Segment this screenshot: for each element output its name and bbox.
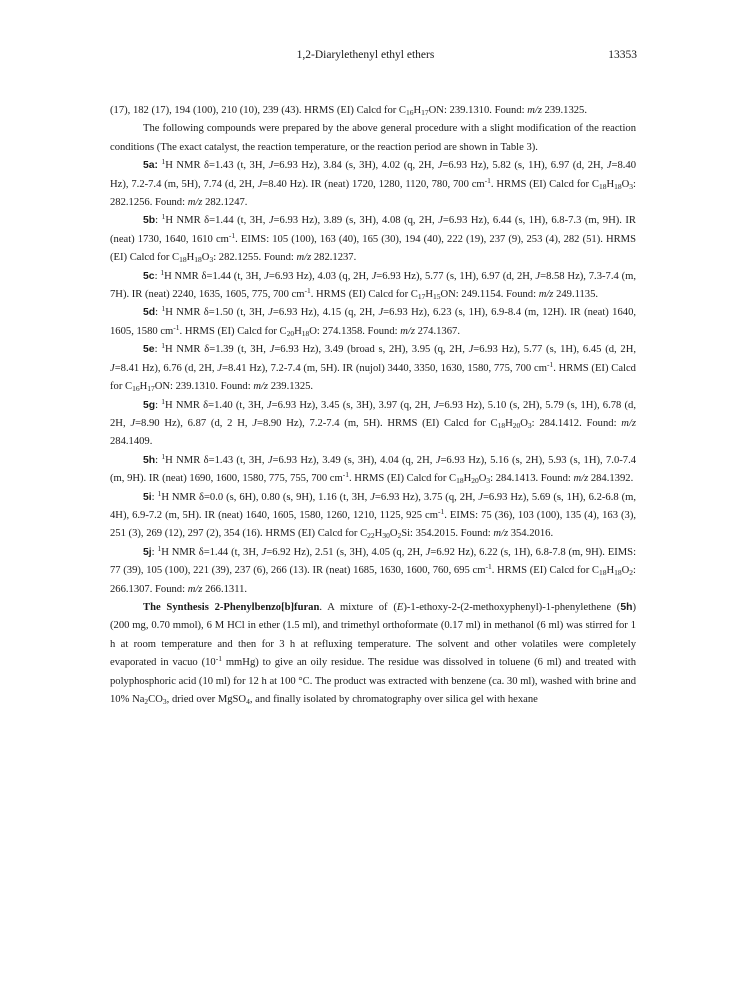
compound-label: 5c [143, 270, 155, 282]
compound-label: 5j [143, 546, 152, 558]
compound-5d-data: 5d: $^1$H NMR δ=1.50 (t, 3H, J=6.93 Hz), 4.15 (q, 2H, J=6.93 Hz), 6.23 (s, 1H), 6.9-8.4 (m, 12H). IR (neat) 1640, 1605, 1580 $cm^{-1}$. HRMS (EI) Calcd for $C_{20}H_{18}O$: 274.1358. Found: m/z 274.1367. [110, 304, 637, 338]
compound-label: 5e [143, 344, 155, 356]
compound-label: 5g [143, 399, 156, 411]
article-body [110, 102, 636, 709]
compound-5j-data: 5j: $^1$H NMR δ=1.44 (t, 3H, J=6.92 Hz), 2.51 (s, 3H), 4.05 (q, 2H, J=6.92 Hz), 6.22 (s, 1H), 6.8-7.8 (m, 9H). EIMS: 77 (39), 105 (100), 221 (39), 237 (6), 266 (13). IR (neat) 1685, 1630, 1600, 760, 695 $cm^{-1}$. HRMS (EI) Calcd for $C_{18}H_{18}O_2$: 266.1307. Found: m/z 266.1311. [110, 543, 637, 595]
compound-label: 5d [143, 307, 156, 319]
page-number: 13353 [608, 49, 637, 61]
synthesis-heading: The Synthesis 2-Phenylbenzo[b]furan [143, 601, 320, 613]
compound-5h-data: 5h: $^1$H NMR δ=1.43 (t, 3H, J=6.93 Hz), 3.49 (s, 3H), 4.04 (q, 2H, J=6.93 Hz), 5.16 (s, 2H), 5.93 (s, 1H), 7.0-7.4 (m, 9H). IR (neat) 1690, 1600, 1580, 775, 755, 700 $cm^{-1}$. HRMS (EI) Calcd for $C_{18}H_{20}O_3$: 284.1413. Found: m/z 284.1392. [110, 451, 637, 486]
compound-5e-data: 5e: $^1$H NMR δ=1.39 (t, 3H, J=6.93 Hz), 3.49 (broad s, 2H), 3.95 (q, 2H, J=6.93 Hz), 5.77 (s, 1H), 6.45 (d, 2H, J=8.41 Hz), 6.76 (d, 2H, J=8.41 Hz), 7.2-7.4 (m, 5H). IR (nujol) 3440, 3350, 1630, 1580, 775, 700 $cm^{-1}$. HRMS (EI) Calcd for $C_{16}H_{17}ON$: 239.1310. Found: m/z 239.1325. [110, 341, 636, 394]
compound-5b-data: 5b: $^1$H NMR δ=1.44 (t, 3H, J=6.93 Hz), 3.89 (s, 3H), 4.08 (q, 2H, J=6.93 Hz), 6.44 (s, 1H), 6.8-7.3 (m, 9H). IR (neat) 1730, 1640, 1610 $cm^{-1}$. EIMS: 105 (100), 163 (40), 165 (30), 194 (40), 222 (19), 237 (9), 253 (4), 282 (51). HRMS (EI) Calcd for $C_{18}H_{18}O_3$: 282.1255. Found: m/z 282.1237. [110, 212, 636, 265]
running-title: 1,2-Diarylethenyl ethyl ethers [296, 49, 435, 61]
running-header [0, 49, 731, 67]
compound-5g-data: 5g: $^1$H NMR δ=1.40 (t, 3H, J=6.93 Hz), 3.45 (s, 3H), 3.97 (q, 2H, J=6.93 Hz), 5.10 (s, 2H), 5.79 (s, 1H), 6.78 (d, 2H, J=8.90 Hz), 6.87 (d, 2 H, J=8.90 Hz), 7.2-7.4 (m, 5H). HRMS (EI) Calcd for $C_{18}H_{20}O_3$: 284.1412. Found: m/z 284.1409. [110, 396, 636, 448]
compound-label: 5b [143, 215, 156, 227]
synthesis-paragraph: The Synthesis 2-Phenylbenzo[b]furan. A mixture of (E)-1-ethoxy-2-(2-methoxyphenyl)-1-phenylethene (5h) (200 mg, 0.70 mmol), 6 M HCl in ether (1.5 ml), and trimethyl orthoformate (0.17 ml) in methanol (6 ml) was stirred for 1 h at room temperature and then for 3 h at refluxing temperature. The solvent and other volatiles were completely evaporated in vacuo ($10^{-1}$ mmHg) to give an oily residue. The residue was dissolved in toluene (6 ml) and treated with polyphosphoric acid (10 ml) for 12 h at 100 °C. The product was extracted with benzene (ca. 30 ml), washed with brine and 10% $Na_2CO_3$, dried over MgSO$_4$, and finally isolated by chromatography over silica gel with hexane [110, 601, 636, 706]
intro-paragraph: The following compounds were prepared by the above general procedure with a slight modification of the reaction conditions (The exact catalyst, the reaction temperature, or the reaction period are shown in Table 3). [110, 123, 636, 153]
compound-label: 5a: [143, 160, 159, 172]
ms-data-continuation: (17), 182 (17), 194 (100), 210 (10), 239 (43). HRMS (EI) Calcd for $C_{16}H_{17}ON$: 239.1310. Found: m/z 239.1325. [110, 105, 587, 117]
compound-5a-data: 5a: $^1$H NMR δ=1.43 (t, 3H, J=6.93 Hz), 3.84 (s, 3H), 4.02 (q, 2H, J=6.93 Hz), 5.82 (s, 1H), 6.97 (d, 2H, J=8.40 Hz), 7.2-7.4 (m, 5H), 7.74 (d, 2H, J=8.40 Hz). IR (neat) 1720, 1280, 1120, 780, 700 $cm^{-1}$. HRMS (EI) Calcd for $C_{18}H_{18}O_3$: 282.1256. Found: m/z 282.1247. [110, 157, 636, 209]
compound-label: 5h [143, 454, 156, 466]
compound-label: 5i [143, 491, 152, 503]
compound-5i-data: 5i: $^1$H NMR δ=0.0 (s, 6H), 0.80 (s, 9H), 1.16 (t, 3H, J=6.93 Hz), 3.75 (q, 2H, J=6.93 Hz), 5.69 (s, 1H), 6.2-6.8 (m, 4H), 6.9-7.2 (m, 5H). IR (neat) 1640, 1605, 1580, 1260, 1210, 1125, 925 $cm^{-1}$. EIMS: 75 (36), 103 (100), 135 (4), 163 (3), 251 (3), 269 (12), 297 (2), 354 (16). HRMS (EI) Calcd for $C_{22}H_{30}O_2Si$: 354.2015. Found: m/z 354.2016. [110, 488, 636, 541]
compound-5c-data: 5c: $^1$H NMR δ=1.44 (t, 3H, J=6.93 Hz), 4.03 (q, 2H, J=6.93 Hz), 5.77 (s, 1H), 6.97 (d, 2H, J=8.58 Hz), 7.3-7.4 (m, 7H). IR (neat) 2240, 1635, 1605, 775, 700 $cm^{-1}$. HRMS (EI) Calcd for $C_{17}H_{15}ON$: 249.1154. Found: m/z 249.1135. [110, 267, 637, 302]
